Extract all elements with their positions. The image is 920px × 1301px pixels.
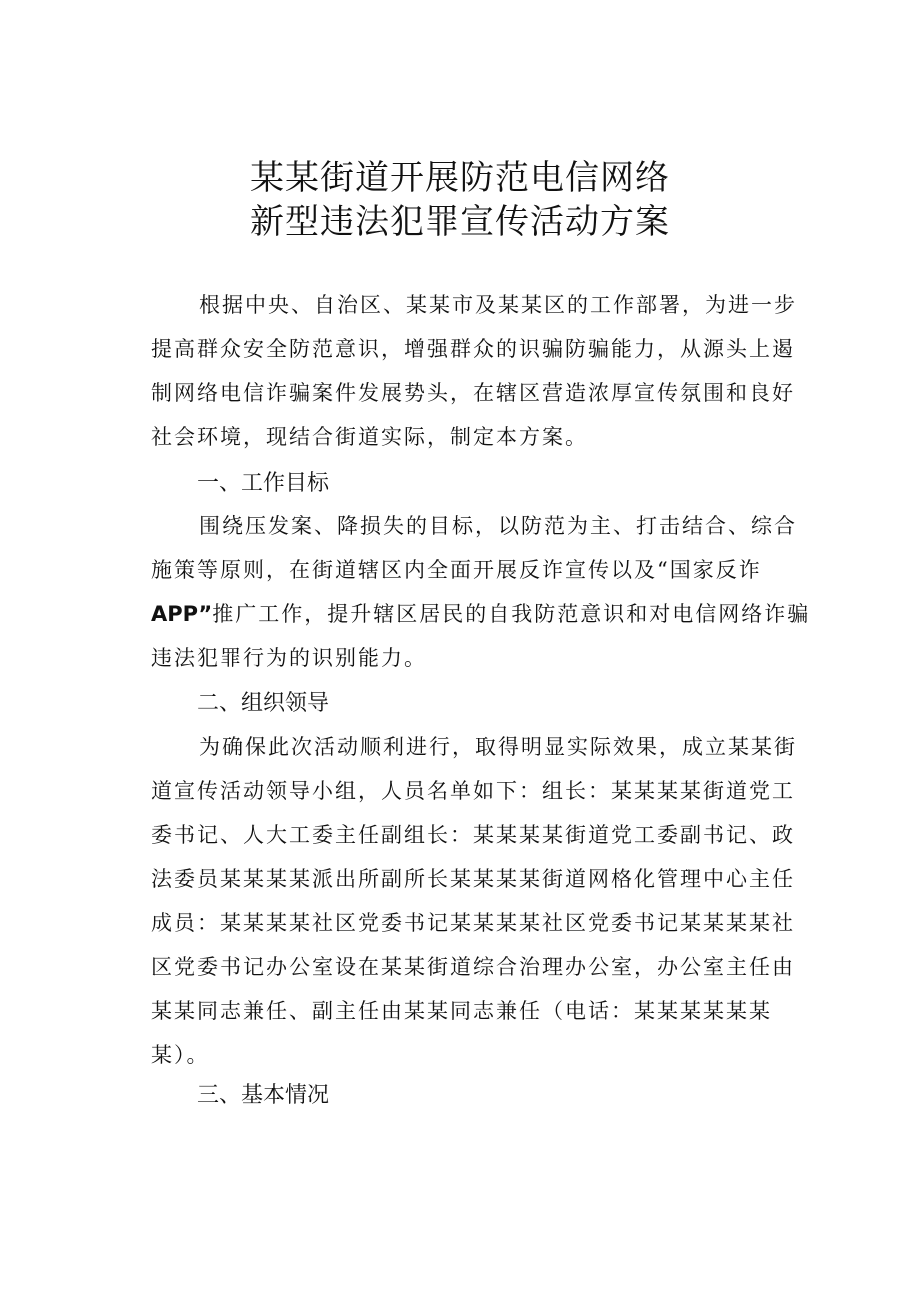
paragraph-line: 围绕压发案、降损失的目标，以防范为主、打击结合、综合 xyxy=(199,514,797,538)
paragraph-line: 某）。 xyxy=(151,1043,210,1067)
paragraph-line xyxy=(151,600,810,628)
paragraph-line: 区党委书记办公室设在某某街道综合治理办公室，办公室主任由 xyxy=(151,955,795,979)
section-heading-work-goals: 一、工作目标 xyxy=(197,471,330,496)
paragraph-line: 社会环境，现结合街道实际，制定本方案。 xyxy=(151,425,588,449)
section-heading-organization: 二、组织领导 xyxy=(197,691,330,716)
paragraph-line: 某某同志兼任、副主任由某某同志兼任（电话：某某某某某某 xyxy=(151,999,772,1023)
document-title-line-1: 某某街道开展防范电信网络 xyxy=(250,158,670,198)
paragraph-line: 为确保此次活动顺利进行，取得明显实际效果，成立某某街 xyxy=(199,735,797,759)
paragraph-line: 施策等原则，在街道辖区内全面开展反诈宣传以及“国家反诈 xyxy=(151,558,762,582)
paragraph-line: 违法犯罪行为的识别能力。 xyxy=(151,646,427,670)
document-title-line-2: 新型违法犯罪宣传活动方案 xyxy=(250,202,670,242)
paragraph-line: 根据中央、自治区、某某市及某某区的工作部署，为进一步 xyxy=(199,293,797,317)
paragraph-line: 成员：某某某某社区党委书记某某某某社区党委书记某某某某社 xyxy=(151,911,795,935)
paragraph-line: 委书记、人大工委主任副组长：某某某某街道党工委副书记、政 xyxy=(151,823,795,847)
paragraph-line-text: 推广工作，提升辖区居民的自我防范意识和对电信网络诈骗 xyxy=(212,602,811,626)
app-term: APP” xyxy=(151,602,213,626)
paragraph-line: 法委员某某某某派出所副所长某某某某街道网格化管理中心主任 xyxy=(151,867,795,891)
section-heading-basic-situation: 三、基本情况 xyxy=(197,1083,330,1108)
paragraph-line: 道宣传活动领导小组，人员名单如下：组长：某某某某街道党工 xyxy=(151,779,795,803)
paragraph-line: 提高群众安全防范意识，增强群众的识骗防骗能力，从源头上遏 xyxy=(151,337,795,361)
paragraph-line: 制网络电信诈骗案件发展势头，在辖区营造浓厚宣传氛围和良好 xyxy=(151,381,795,405)
